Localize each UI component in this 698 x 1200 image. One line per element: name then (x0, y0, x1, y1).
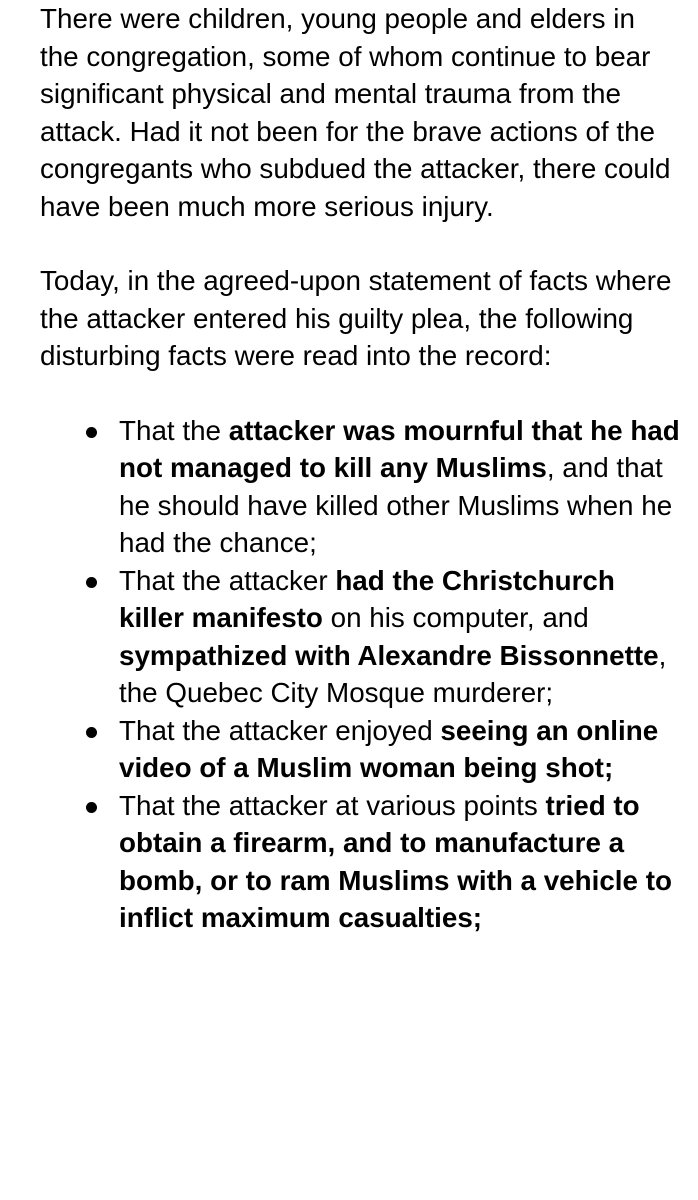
list-item (40, 712, 680, 787)
item-text: , and that he should have killed other Muslims when he had the chance; (119, 452, 673, 558)
item-text: That the attacker enjoyed (119, 714, 441, 746)
list-item (40, 412, 680, 562)
paragraph-statement-of-facts: Today, in the agreed-upon statement of facts where the attacker entered his guilty plea, the following disturbing facts were read into the record: (40, 265, 672, 371)
paragraph-congregation: There were children, young people and elders in the congregation, some of whom continue to bear significant physical and mental trauma from the attack. Had it not been for the brave actions of the congregants who subdued the attacker, there could have been much more serious injury. (40, 3, 671, 222)
item-emphasis: tried to obtain a firearm, and to manufacture a bomb, or to ram Muslims with a vehicle to inflict maximum casualties; (119, 789, 672, 933)
item-text: on his computer, and (322, 602, 589, 633)
bullet-icon (86, 427, 97, 438)
bullet-icon (86, 727, 97, 738)
item-text: That the (119, 414, 229, 446)
item-emphasis: seeing an online video of a Muslim woman being shot; (119, 714, 659, 783)
item-text: , the Quebec City Mosque murderer; (119, 639, 667, 708)
item-text: That the attacker at various points (119, 789, 546, 821)
facts-list (40, 412, 680, 937)
bullet-icon (86, 802, 97, 813)
item-emphasis: had the Christchurch killer manifesto (119, 564, 615, 633)
item-text: That the attacker (119, 564, 336, 596)
bullet-icon (86, 577, 97, 588)
item-emphasis: sympathized with Alexandre Bissonnette (119, 639, 659, 671)
item-emphasis: attacker was mournful that he had not managed to kill any Muslims (119, 414, 680, 483)
document-body (40, 0, 680, 937)
list-item (40, 787, 680, 937)
list-item (40, 562, 680, 712)
